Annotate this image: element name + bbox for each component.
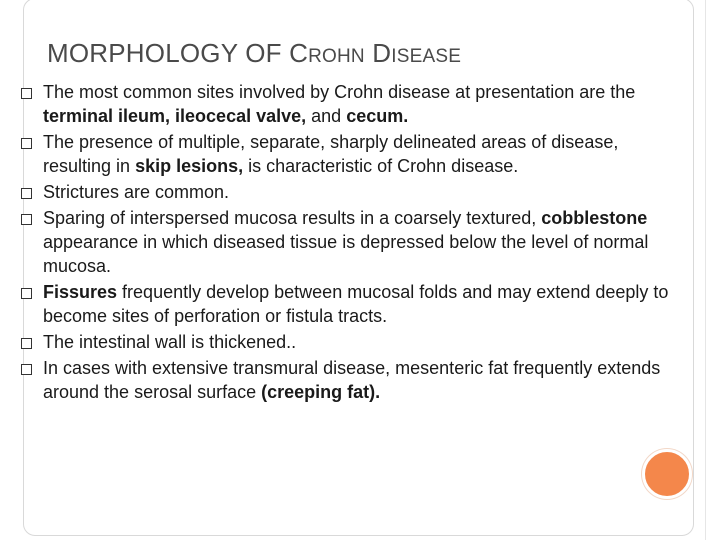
- bullet-item: [21, 180, 691, 204]
- bullet-text: appearance in which diseased tissue is depressed below the level of normal mucosa.: [43, 232, 649, 276]
- bullet-item: [21, 130, 691, 178]
- slide-title: [47, 38, 461, 69]
- bullet-bold-text: Fissures: [43, 282, 118, 302]
- bullet-text: The intestinal wall is thickened..: [43, 332, 297, 352]
- decorative-orange-circle: [642, 449, 692, 499]
- bullet-text: Strictures are common.: [43, 182, 230, 202]
- bullet-box-icon: [21, 88, 32, 99]
- bullet-bold-text: skip lesions,: [135, 156, 244, 176]
- bullet-text: is characteristic of Crohn disease.: [243, 156, 519, 176]
- bullet-item: [21, 80, 691, 128]
- bullet-text: The most common sites involved by Crohn disease at presentation are the: [43, 82, 636, 102]
- bullet-box-icon: [21, 188, 32, 199]
- bullet-text: frequently develop between mucosal folds and may extend deeply to become sites of perforation or fistula tracts.: [43, 282, 669, 326]
- bullet-item: [21, 206, 691, 278]
- bullet-item: [21, 280, 691, 328]
- bullet-bold-text: cecum.: [346, 106, 409, 126]
- title-part: ROHN: [308, 46, 365, 67]
- bullet-list: [21, 80, 691, 406]
- title-part: MORPHOLOGY OF C: [47, 38, 309, 68]
- title-part: ISEASE: [391, 46, 462, 67]
- bullet-item: [21, 356, 691, 404]
- bullet-text: Sparing of interspersed mucosa results in a coarsely textured,: [43, 208, 542, 228]
- bullet-bold-text: cobblestone: [541, 208, 648, 228]
- bullet-box-icon: [21, 288, 32, 299]
- bullet-bold-text: (creeping fat).: [261, 382, 381, 402]
- title-part: D: [364, 38, 392, 68]
- bullet-box-icon: [21, 214, 32, 225]
- bullet-box-icon: [21, 138, 32, 149]
- bullet-text: The presence of multiple, separate, sharply delineated areas of disease, resulting in: [43, 132, 619, 176]
- bullet-item: [21, 330, 691, 354]
- bullet-text: and: [306, 106, 347, 126]
- right-divider: [705, 0, 706, 540]
- bullet-bold-text: terminal ileum, ileocecal valve,: [43, 106, 307, 126]
- bullet-text: In cases with extensive transmural disease, mesenteric fat frequently extends around the serosal surface: [43, 358, 661, 402]
- bullet-box-icon: [21, 364, 32, 375]
- bullet-box-icon: [21, 338, 32, 349]
